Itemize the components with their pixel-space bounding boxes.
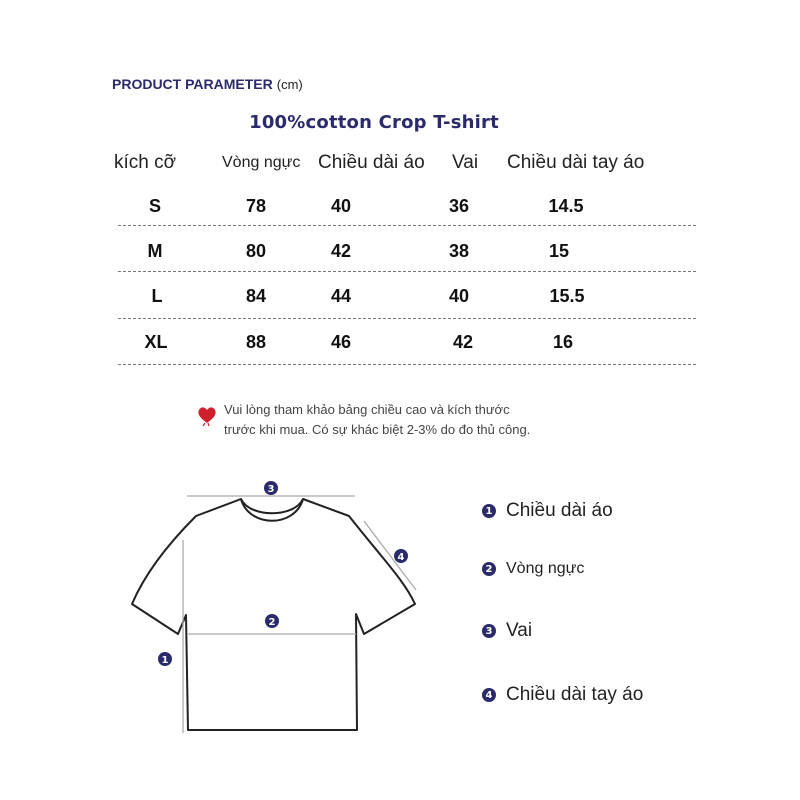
table-cell-shoulder: 38	[448, 241, 470, 261]
table-cell-shoulder: 40	[448, 286, 470, 306]
marker-4	[394, 549, 408, 563]
legend-number-badge: 3	[482, 624, 496, 638]
column-header-size: kích cỡ	[114, 152, 177, 173]
note-line-2: trước khi mua. Có sự khác biệt 2-3% do đo thủ công.	[224, 422, 531, 437]
table-cell-length: 46	[330, 332, 352, 352]
legend-item-chest	[482, 560, 584, 578]
table-cell-chest: 80	[245, 241, 267, 261]
legend-item-shoulder	[482, 620, 532, 642]
marker-2	[265, 614, 279, 628]
row-divider	[118, 225, 696, 226]
legend-item-length	[482, 500, 613, 522]
legend-label: Chiều dài áo	[506, 500, 613, 521]
legend-number-badge: 1	[482, 504, 496, 518]
measurement-note	[224, 400, 530, 440]
table-cell-shoulder: 36	[448, 196, 470, 216]
column-header-chest: Vòng ngực	[222, 154, 301, 171]
table-cell-length: 42	[330, 241, 352, 261]
table-cell-size: XL	[144, 332, 168, 352]
svg-text:2: 2	[268, 617, 276, 628]
marker-3	[264, 481, 278, 495]
legend-number-badge: 4	[482, 688, 496, 702]
table-cell-shoulder: 42	[452, 332, 474, 352]
note-line-1: Vui lòng tham khảo bảng chiều cao và kích thước	[224, 402, 510, 417]
svg-text:1: 1	[161, 655, 169, 666]
row-divider	[118, 318, 696, 319]
table-cell-chest: 84	[245, 286, 267, 306]
table-cell-size: M	[147, 241, 163, 261]
header-unit: (cm)	[276, 77, 303, 92]
table-cell-size: L	[151, 286, 163, 306]
legend-label: Vòng ngực	[506, 560, 585, 577]
row-divider	[118, 364, 696, 365]
table-cell-size: S	[148, 196, 162, 216]
legend-label: Vai	[506, 620, 533, 641]
tshirt-diagram	[120, 470, 450, 770]
svg-text:3: 3	[267, 484, 275, 495]
table-cell-length: 44	[330, 286, 352, 306]
marker-1	[158, 652, 172, 666]
legend-number-badge: 2	[482, 562, 496, 576]
column-header-sleeve: Chiều dài tay áo	[507, 152, 645, 173]
column-header-shoulder: Vai	[452, 152, 479, 173]
page-header	[112, 76, 303, 92]
table-cell-chest: 88	[245, 332, 267, 352]
row-divider	[118, 271, 696, 272]
table-cell-sleeve: 15.5	[549, 286, 585, 306]
svg-text:4: 4	[397, 552, 405, 563]
header-title: PRODUCT PARAMETER	[112, 76, 273, 92]
table-cell-sleeve: 16	[552, 332, 574, 352]
table-cell-sleeve: 15	[548, 241, 570, 261]
table-cell-length: 40	[330, 196, 352, 216]
column-header-length: Chiều dài áo	[318, 152, 425, 173]
legend-item-sleeve	[482, 684, 643, 706]
table-cell-chest: 78	[245, 196, 267, 216]
product-title: 100%cotton Crop T-shirt	[249, 112, 499, 133]
legend-label: Chiều dài tay áo	[506, 684, 644, 705]
table-cell-sleeve: 14.5	[548, 196, 584, 216]
heart-icon	[196, 404, 218, 426]
